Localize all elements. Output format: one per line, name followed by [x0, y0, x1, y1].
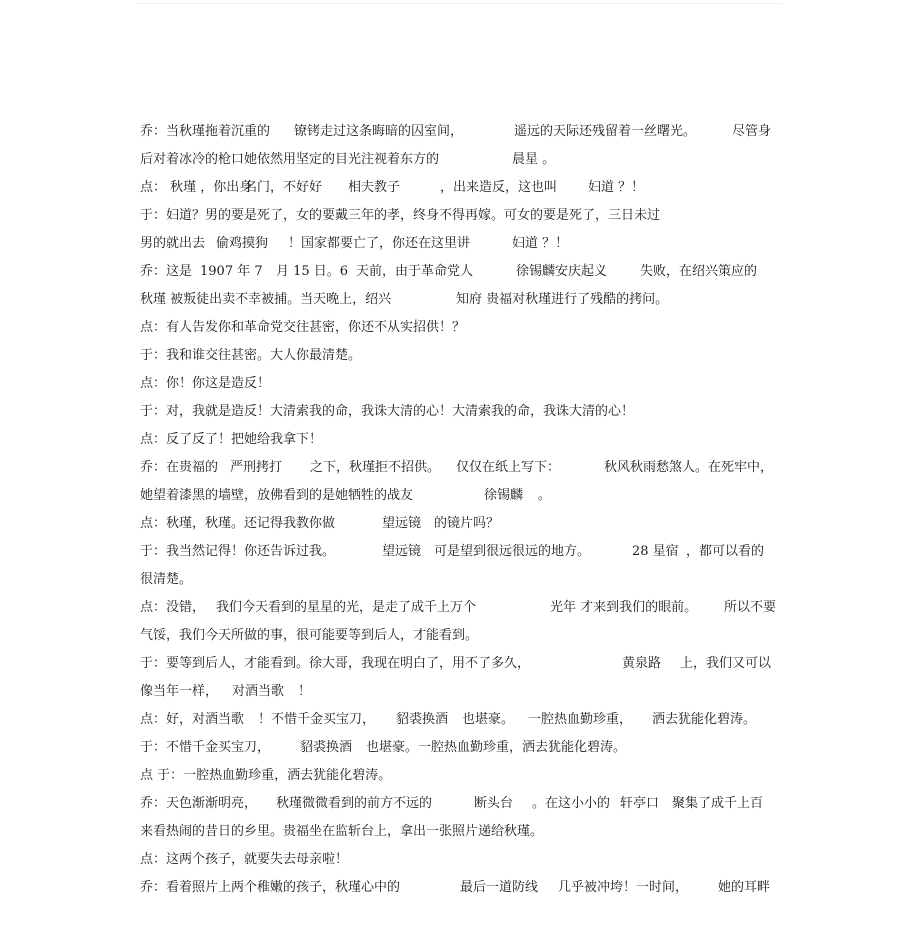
text-segment: 点：你！你这是造反！ [140, 376, 271, 391]
text-segment: 乔：这是 [140, 264, 193, 279]
text-segment: 徐锡麟安庆起义 [516, 264, 608, 279]
text-segment: 断头台 [474, 796, 514, 811]
text-segment: ！ [298, 684, 312, 699]
text-segment: 遥远的天际还残留着一丝曙光。 [514, 124, 697, 139]
text-segment: 秋风秋雨愁煞人。在死牢中， [604, 460, 774, 475]
text-segment: 她望着漆黑的墙壁，放佛看到的是她牺牲的战友 [140, 488, 414, 503]
text-segment: 上，我们又可以 [680, 656, 772, 671]
text-segment: 点：有人告发你和革命党交往甚密，你还不从实招供！？ [140, 320, 466, 335]
text-segment: 点：好，对酒当歌 [140, 712, 245, 727]
text-segment: 。 [538, 488, 552, 503]
text-segment: 晨星 。 [512, 152, 556, 167]
text-segment: 28 星宿 [632, 544, 679, 559]
text-segment: 貂裘换酒 [396, 712, 449, 727]
text-segment: 也堪豪。一腔热血勤珍重，洒去犹能化碧涛。 [366, 740, 627, 755]
text-segment: 于：要等到后人，才能看到。徐大哥，我现在明白了，用不了多久， [140, 656, 531, 671]
text-segment: 乔：天色渐渐明亮， [140, 796, 258, 811]
text-segment: 于：我和谁交往甚密。大人你最清楚。 [140, 348, 362, 363]
text-segment: 点 于：一腔热血勤珍重，洒去犹能化碧涛。 [140, 768, 392, 783]
text-segment: 很清楚。 [140, 572, 193, 587]
text-segment: 男的就出去 [140, 236, 206, 251]
text-segment: 于：我当然记得！你还告诉过我。 [140, 544, 336, 559]
text-segment: 的镜片吗？ [434, 516, 500, 531]
text-segment: 像当年一样， [140, 684, 219, 699]
text-segment: 妇道 ？！ [512, 236, 569, 251]
text-segment: ，出来造反，这也叫 [440, 180, 558, 195]
text-segment: 一腔热血勤珍重， [528, 712, 633, 727]
text-segment: 几乎被冲垮！一时间， [558, 880, 689, 895]
text-segment: 。在这小小的 [532, 796, 611, 811]
text-segment: 她的耳畔 [718, 880, 771, 895]
text-segment: 天前，由于革命党人 [356, 264, 474, 279]
text-segment: 1907 年 7 [200, 264, 263, 279]
text-segment: 失败，在绍兴策应的 [640, 264, 758, 279]
text-segment: 点：没错， [140, 600, 206, 615]
text-segment: 徐锡麟 [484, 488, 524, 503]
text-segment: 点：反了反了！把她给我拿下！ [140, 432, 323, 447]
text-segment: 偷鸡摸狗 [216, 236, 269, 251]
text-segment: 聚集了成千上百 [672, 796, 764, 811]
text-segment: 也堪豪。 [462, 712, 515, 727]
text-segment: 望远镜 [382, 516, 422, 531]
text-segment: 于：不惜千金买宝刀， [140, 740, 271, 755]
text-segment: 轩亭口 [620, 796, 660, 811]
text-segment: 知府 贵福对秋瑾进行了残酷的拷问。 [456, 292, 669, 307]
text-segment: 对酒当歌 [232, 684, 285, 699]
text-segment: 乔：在贵福的 [140, 460, 219, 475]
text-segment: 于：对，我就是造反！大清索我的命，我诛大清的心！大清索我的命，我诛大清的心！ [140, 404, 635, 419]
text-segment: 仅仅在纸上写下： [456, 460, 561, 475]
text-segment: 相夫教子 [348, 180, 401, 195]
text-segment: 光年 才来到我们的眼前。 [550, 600, 698, 615]
text-segment: 尽管身 [732, 124, 772, 139]
text-segment: 气馁，我们今天所做的事，很可能要等到后人，才能看到。 [140, 628, 479, 643]
text-segment: 貂裘换酒 [300, 740, 353, 755]
text-segment: ，都可以看的 [686, 544, 765, 559]
text-segment: 于：妇道？男的要是死了，女的要戴三年的孝，终身不得再嫁。可女的要是死了，三日未过 [140, 208, 661, 223]
text-segment: 妇道 ？！ [588, 180, 645, 195]
text-segment: 点：秋瑾，秋瑾。还记得我教你做 [140, 516, 336, 531]
text-segment: 乔：看着照片上两个稚嫩的孩子，秋瑾心中的 [140, 880, 401, 895]
text-segment: 秋瑾微微看到的前方不远的 [276, 796, 433, 811]
text-segment: 最后一道防线 [460, 880, 539, 895]
text-segment: 名门，不好好 [244, 180, 323, 195]
text-segment: 我们今天看到的星星的光，是走了成千上万个 [216, 600, 477, 615]
text-segment: 点： 秋瑾 ，你出身 [140, 180, 253, 195]
text-segment: 严刑拷打 [230, 460, 283, 475]
text-segment: 黄泉路 [622, 656, 662, 671]
text-segment: 秋瑾 被叛徒出卖不幸被捕。当天晚上，绍兴 [140, 292, 392, 307]
text-segment: 所以不要 [724, 600, 777, 615]
text-segment: 之下，秋瑾拒不招供。 [310, 460, 441, 475]
text-segment: ！国家都要亡了，你还在这里讲 [288, 236, 471, 251]
text-segment: 点：这两个孩子，就要失去母亲啦！ [140, 852, 349, 867]
text-segment: 月 15 日。6 [276, 264, 349, 279]
text-segment: 可是望到很远很远的地方。 [434, 544, 591, 559]
text-segment: 乔：当秋瑾拖着沉重的 [140, 124, 271, 139]
text-segment: 望远镜 [382, 544, 422, 559]
text-segment: 洒去犹能化碧涛。 [652, 712, 757, 727]
text-segment: 后对着冰冷的枪口她依然用坚定的目光注视着东方的 [140, 152, 440, 167]
text-segment: ！不惜千金买宝刀， [258, 712, 376, 727]
text-segment: 来看热闹的昔日的乡里。贵福坐在监斩台上，拿出一张照片递给秋瑾。 [140, 824, 544, 839]
text-segment: 镣铐走过这条晦暗的囚室间， [294, 124, 464, 139]
